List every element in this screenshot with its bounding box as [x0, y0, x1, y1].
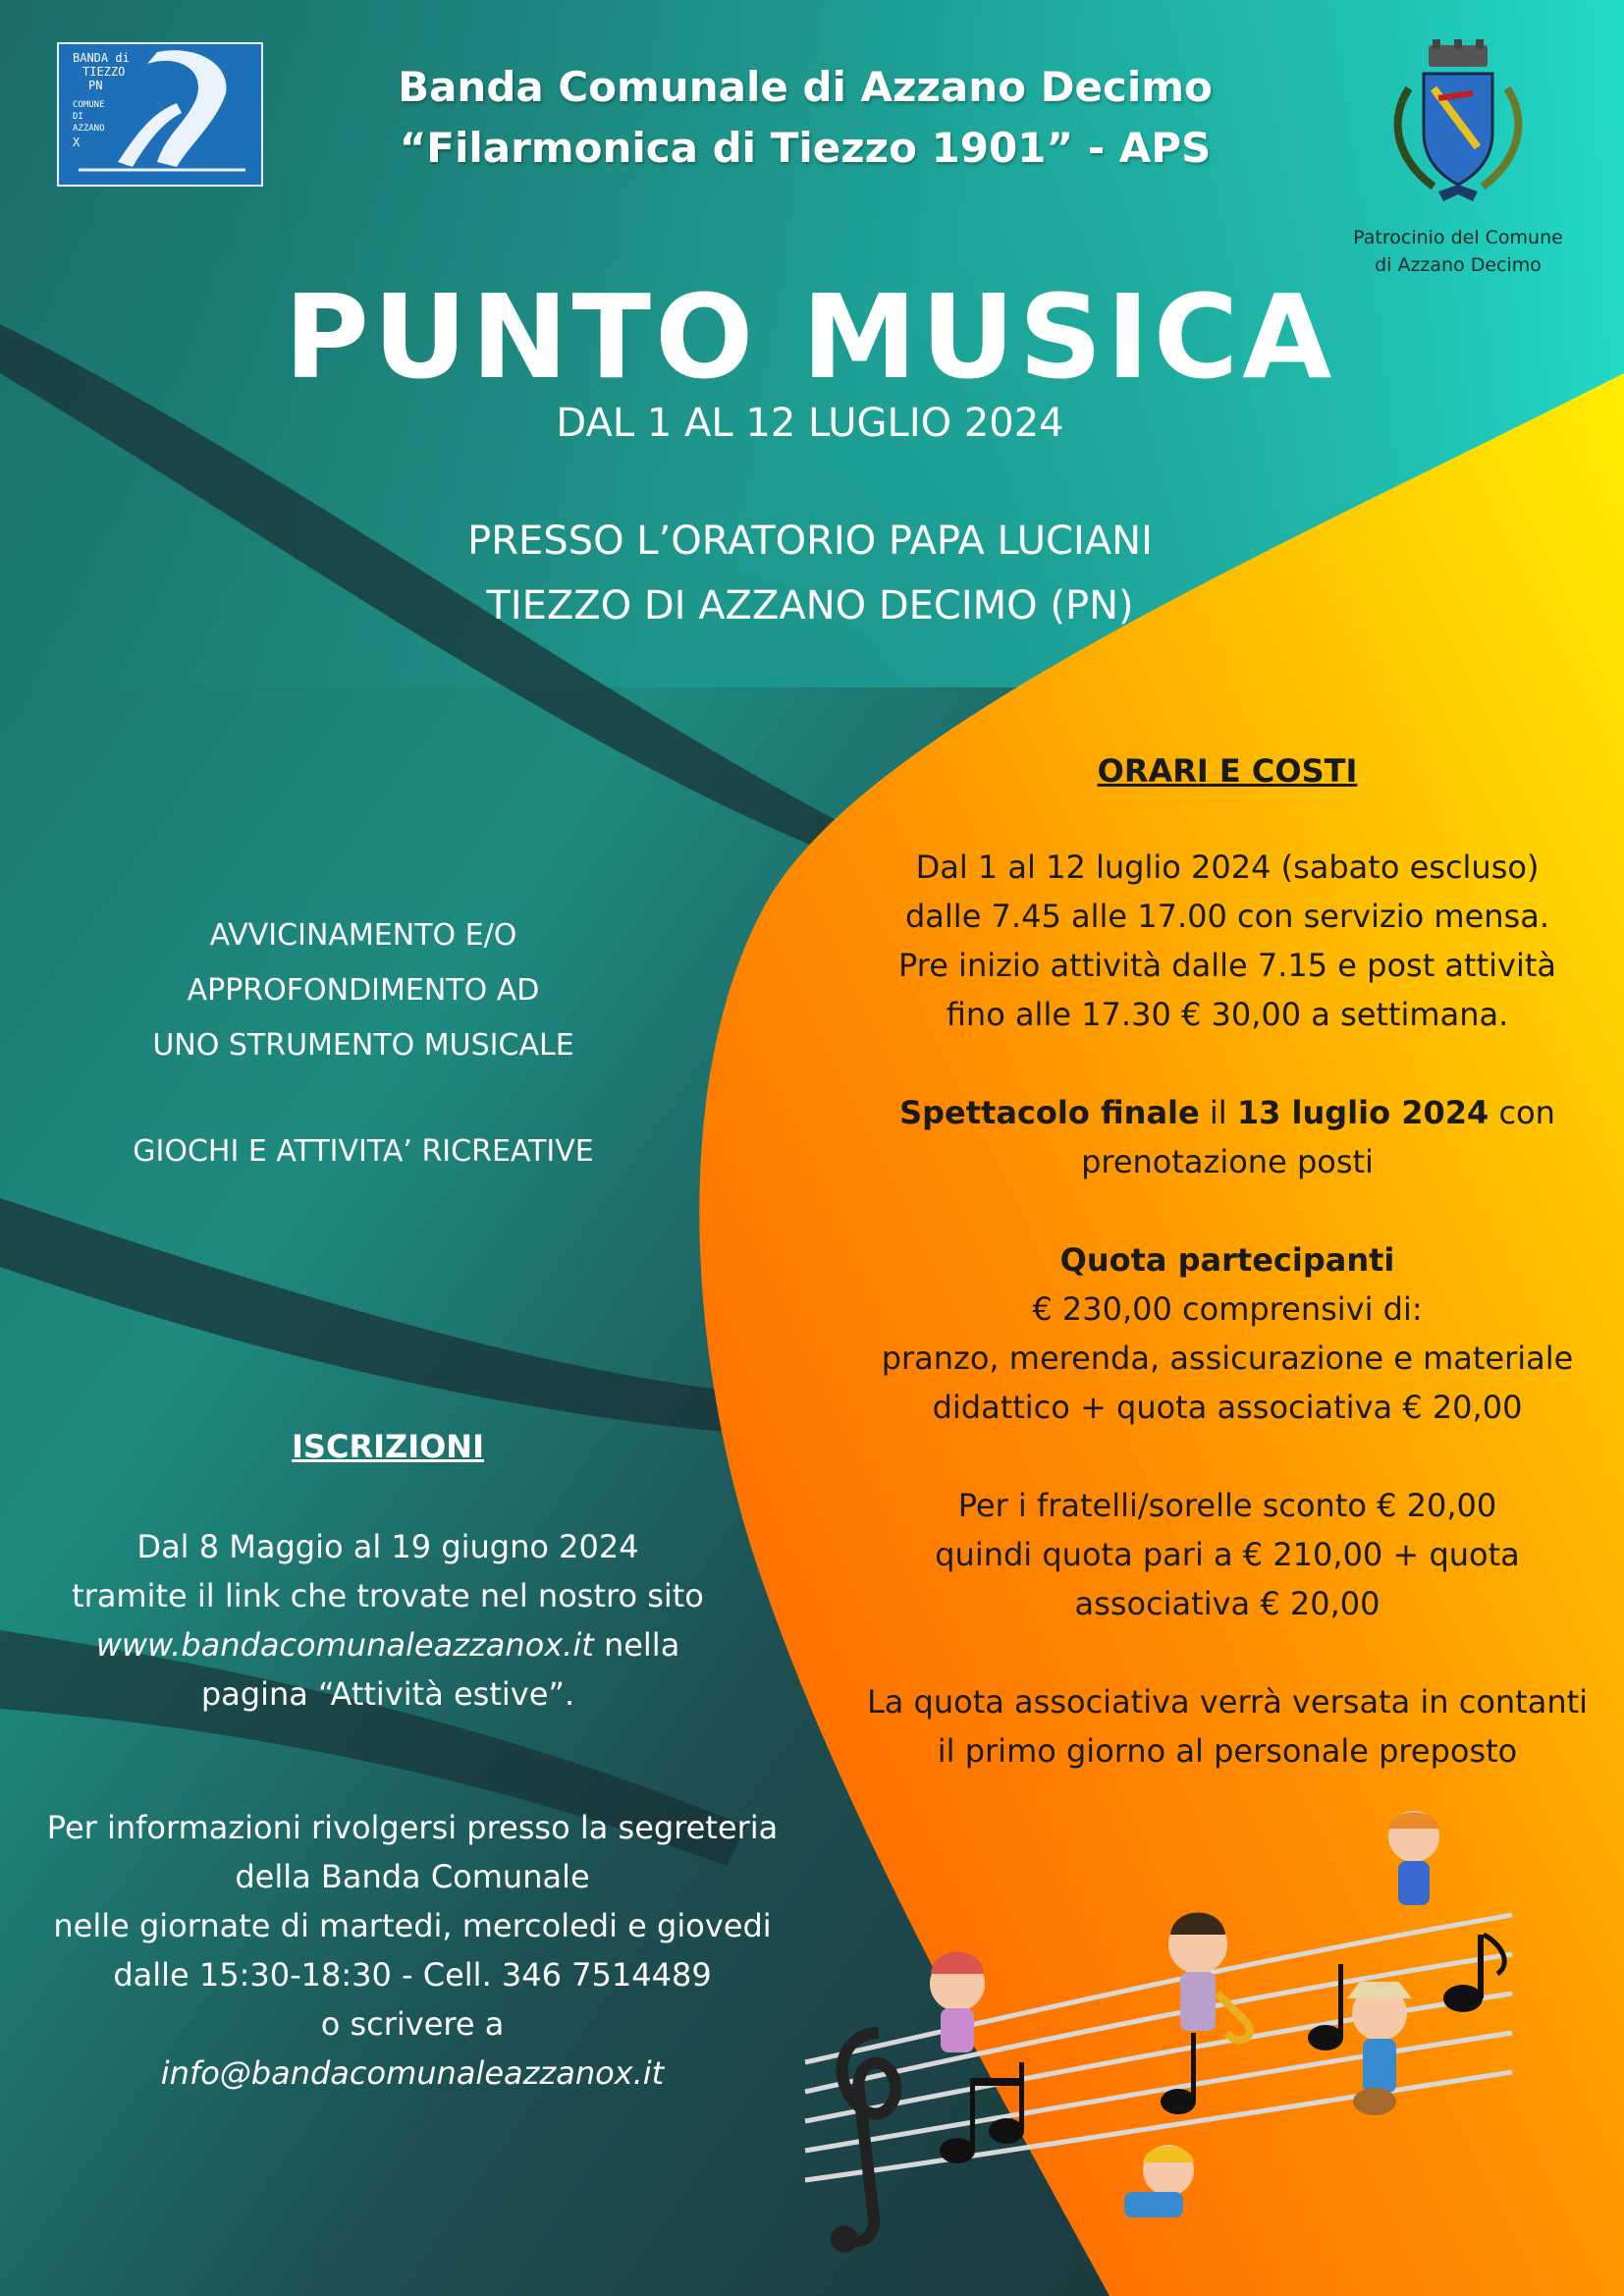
info-line: della Banda Comunale [235, 1858, 590, 1895]
header-title-line1: Banda Comunale di Azzano Decimo [398, 63, 1213, 111]
kid-figure-icon [1388, 1811, 1439, 1905]
payment-note [815, 1677, 1624, 1776]
patronage-line1: Patrocinio del Comune [1353, 227, 1563, 248]
iscrizioni-body [20, 1522, 756, 1719]
logo-text-line: COMUNE [73, 100, 105, 110]
activity-line: GIOCHI E ATTIVITA’ RICREATIVE [133, 1134, 594, 1169]
fee-block [815, 1235, 1624, 1432]
band-logo [57, 42, 263, 187]
logo-text-line: AZZANO [73, 124, 105, 134]
logo-text-line: TIEZZO [82, 65, 126, 79]
fee-heading: Quota partecipanti [1059, 1241, 1395, 1279]
final-show-line: prenotazione posti [1081, 1143, 1374, 1180]
fee-line: didattico + quota associativa € 20,00 [932, 1389, 1523, 1426]
iscrizioni-line: pagina “Attività estive”. [200, 1675, 575, 1713]
final-show [815, 1088, 1624, 1186]
final-show-mid: il [1199, 1094, 1237, 1131]
header-title [295, 57, 1316, 179]
orari-line: fino alle 17.30 € 30,00 a settimana. [946, 996, 1509, 1033]
info-line: Per informazioni rivolgersi presso la segreteria [46, 1809, 779, 1846]
info-line: nelle giornate di martedi, mercoledi e giovedi [53, 1907, 772, 1944]
iscrizioni-line: tramite il link che trovate nel nostro sito [72, 1577, 704, 1614]
logo-text-line: DI [73, 112, 83, 122]
email-link[interactable]: info@bandacomunaleazzanox.it [160, 2054, 665, 2092]
event-title: PUNTO MUSICA [284, 269, 1336, 405]
info-body [20, 1803, 805, 2098]
orari-schedule [815, 843, 1624, 1039]
patronage-text [1330, 224, 1586, 279]
info-line: o scrivere a [320, 2005, 505, 2043]
comune-crest-icon [1380, 39, 1537, 206]
final-show-date: 13 luglio 2024 [1236, 1094, 1489, 1131]
payment-line: il primo giorno al personale preposto [937, 1732, 1518, 1770]
logo-text-line: PN [88, 79, 103, 92]
orari-line: dalle 7.45 alle 17.00 con servizio mensa. [904, 898, 1549, 935]
orari-line: Dal 1 al 12 luglio 2024 (sabato escluso) [915, 848, 1540, 886]
orari-body [815, 843, 1624, 1825]
kid-figure-icon [1168, 1913, 1250, 2041]
logo-text-line: X [73, 136, 81, 149]
iscrizioni-heading: ISCRIZIONI [292, 1428, 484, 1465]
activities-list [59, 908, 668, 1179]
music-kids-illustration [785, 1807, 1532, 2269]
patronage-line2: di Azzano Decimo [1375, 254, 1542, 276]
info-line: dalle 15:30-18:30 - Cell. 346 7514489 [113, 1956, 712, 1994]
sibling-discount [815, 1481, 1624, 1628]
iscrizioni-line: Dal 8 Maggio al 19 giugno 2024 [136, 1528, 639, 1565]
venue-line2: TIEZZO DI AZZANO DECIMO (PN) [486, 583, 1134, 629]
final-show-end: con [1489, 1094, 1555, 1131]
final-show-label: Spettacolo finale [899, 1094, 1200, 1131]
discount-line: quindi quota pari a € 210,00 + quota [935, 1536, 1520, 1573]
activity-line: AVVICINAMENTO E/O [209, 918, 517, 953]
activity-line: UNO STRUMENTO MUSICALE [152, 1028, 574, 1063]
fee-line: € 230,00 comprensivi di: [1032, 1290, 1423, 1328]
logo-text-line: BANDA di [73, 51, 130, 65]
event-dates: DAL 1 AL 12 LUGLIO 2024 [556, 401, 1064, 446]
fee-line: pranzo, merenda, assicurazione e materiale [881, 1339, 1574, 1377]
discount-line: Per i fratelli/sorelle sconto € 20,00 [957, 1487, 1497, 1524]
kid-figure-icon [930, 1952, 985, 2053]
venue-line1: PRESSO L’ORATORIO PAPA LUCIANI [467, 519, 1153, 564]
activity-line: APPROFONDIMENTO AD [187, 973, 540, 1008]
website-link[interactable]: www.bandacomunaleazzanox.it [95, 1626, 594, 1664]
orari-heading: ORARI E COSTI [1097, 752, 1358, 790]
kid-figure-icon [1124, 2145, 1194, 2217]
iscrizioni-line [20, 1620, 756, 1669]
header-title-line2: “Filarmonica di Tiezzo 1901” - APS [399, 124, 1212, 172]
discount-line: associativa € 20,00 [1074, 1585, 1380, 1622]
event-venue [295, 509, 1326, 638]
payment-line: La quota associativa verrà versata in contanti [866, 1683, 1589, 1721]
final-show-line [815, 1088, 1624, 1137]
iscrizioni-line-suffix: nella [593, 1626, 680, 1664]
orari-line: Pre inizio attività dalle 7.15 e post attività [898, 947, 1556, 984]
